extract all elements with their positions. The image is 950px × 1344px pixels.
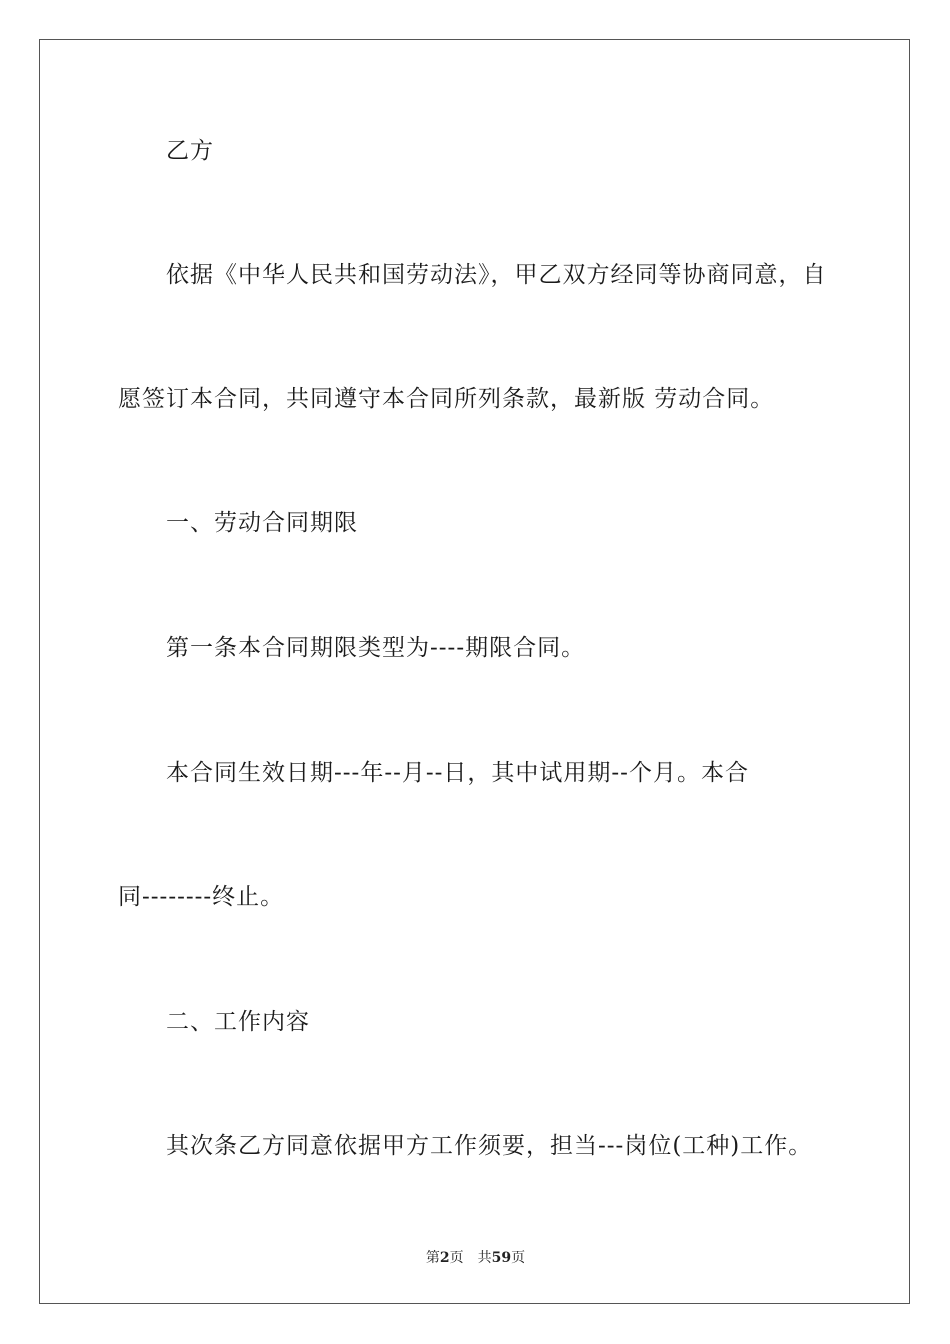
article-2-text: 其次条乙方同意依据甲方工作须要，担当---岗位(工种)工作。 — [166, 1133, 813, 1159]
paragraph-intro-line-1: 依据《中华人民共和国劳动法》，甲乙双方经同等协商同意，自 — [166, 262, 827, 288]
section-heading-job-content: 二、工作内容 — [166, 1009, 310, 1035]
footer-page-number: 2 — [439, 1250, 450, 1266]
footer-total-prefix: 共 — [477, 1250, 492, 1266]
footer-total-pages: 59 — [491, 1250, 512, 1266]
page-footer — [40, 1249, 911, 1267]
footer-page-suffix: 页 — [449, 1250, 464, 1266]
article-1-text: 第一条本合同期限类型为----期限合同。 — [166, 635, 586, 661]
footer-total-suffix: 页 — [511, 1250, 526, 1266]
paragraph-intro-line-2: 愿签订本合同，共同遵守本合同所列条款，最新版 劳动合同。 — [118, 386, 775, 412]
footer-page-prefix: 第 — [425, 1250, 440, 1266]
effective-date-line-1: 本合同生效日期---年--月--日，其中试用期--个月。本合 — [166, 760, 749, 786]
party-b-label: 乙方 — [166, 138, 214, 164]
document-page — [39, 39, 910, 1304]
section-heading-contract-term: 一、劳动合同期限 — [166, 510, 358, 536]
effective-date-line-2: 同--------终止。 — [118, 884, 285, 910]
